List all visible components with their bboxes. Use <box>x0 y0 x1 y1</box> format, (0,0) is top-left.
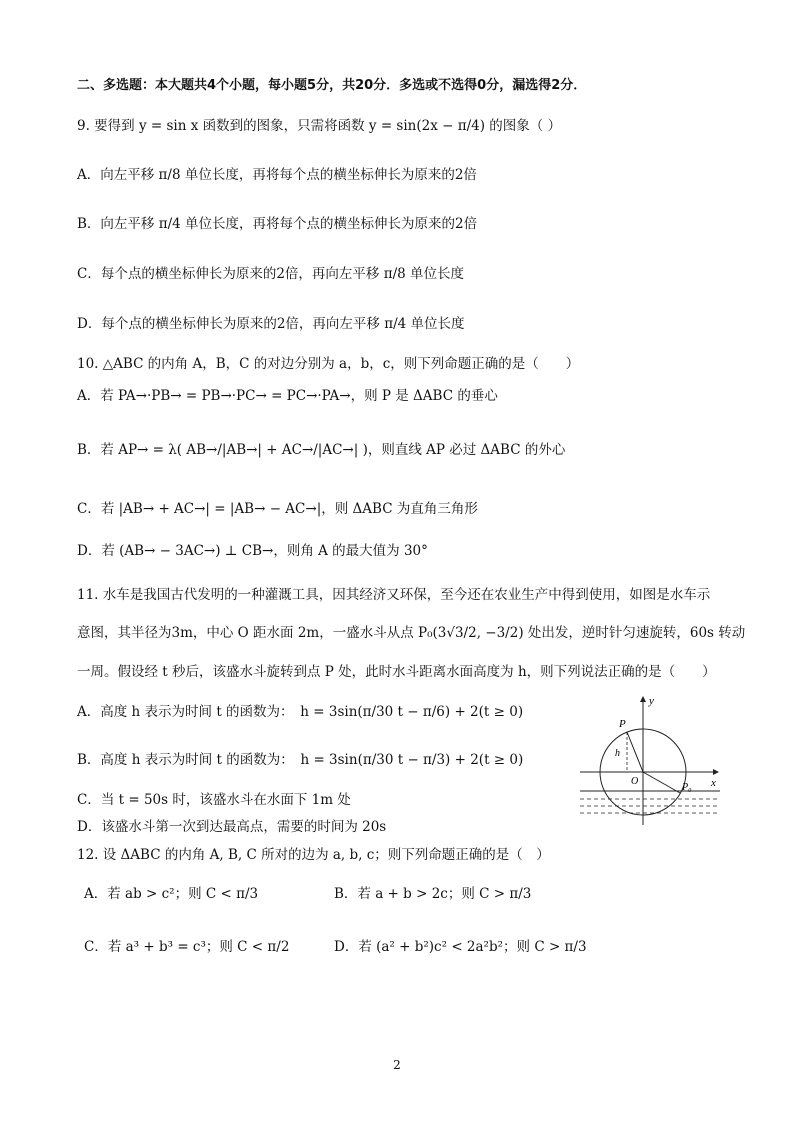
label-p: P <box>619 718 626 730</box>
q11-option-c: C．当 t = 50s 时，该盛水斗在水面下 1m 处 <box>77 792 351 808</box>
y-axis-arrow <box>640 696 646 702</box>
q11-option-a: A．高度 h 表示为时间 t 的函数为： h = 3sin(π/30 t − π/6) + 2(t ≥ 0) <box>77 704 524 720</box>
q10-option-b: B．若 AP→ = λ( AB→/|AB→| + AC→/|AC→| )，则直线 AP 必过 ΔABC 的外心 <box>77 442 566 458</box>
q11-option-b: B．高度 h 表示为时间 t 的函数为： h = 3sin(π/30 t − π/3) + 2(t ≥ 0) <box>77 752 524 768</box>
q12-option-c: C．若 a³ + b³ = c³；则 C < π/2 <box>84 939 290 955</box>
label-p0: P₀ <box>682 782 692 793</box>
section-title: 二、多选题：本大题共4个小题，每小题5分，共20分．多选或不选得0分，漏选得2分． <box>77 78 587 93</box>
q11-stem-line3: 一周。假设经 t 秒后，该盛水斗旋转到点 P 处，此时水斗距离水面高度为 h，则下列说法正确的是（ ） <box>77 664 716 680</box>
q12-option-b: B．若 a + b > 2c；则 C > π/3 <box>334 886 532 902</box>
q10-option-c: C．若 |AB→ + AC→| = |AB→ − AC→|，则 ΔABC 为直角三角形 <box>77 501 478 517</box>
label-h: h <box>615 748 620 759</box>
radius-op <box>627 732 643 772</box>
label-x: x <box>711 777 716 789</box>
radius-op0 <box>643 772 680 793</box>
q9-option-a: A．向左平移 π/8 单位长度，再将每个点的横坐标伸长为原来的2倍 <box>77 167 477 183</box>
q10-stem: 10. △ABC 的内角 A，B，C 的对边分别为 a，b，c，则下列命题正确的是（ ） <box>77 356 580 372</box>
q9-option-c: C．每个点的横坐标伸长为原来的2倍，再向左平移 π/8 单位长度 <box>77 266 465 282</box>
page-number: 2 <box>393 1058 401 1072</box>
q9-option-d: D．每个点的横坐标伸长为原来的2倍，再向左平移 π/4 单位长度 <box>77 316 465 332</box>
q10-option-d: D．若 (AB→ − 3AC→) ⊥ CB→，则角 A 的最大值为 30° <box>77 543 428 559</box>
label-o: O <box>631 776 639 787</box>
water-wheel-diagram <box>575 692 725 827</box>
q11-stem-line1: 11. 水车是我国古代发明的一种灌溉工具，因其经济又环保，至今还在农业生产中得到使用，如图是水车示 <box>77 587 711 603</box>
q10-option-a: A．若 PA→·PB→ = PB→·PC→ = PC→·PA→，则 P 是 ΔABC 的垂心 <box>77 388 498 404</box>
q12-option-d: D．若 (a² + b²)c² < 2a²b²；则 C > π/3 <box>334 939 587 955</box>
q9-option-b: B．向左平移 π/4 单位长度，再将每个点的横坐标伸长为原来的2倍 <box>77 216 478 232</box>
q9-stem: 9. 要得到 y = sin x 函数到的图象，只需将函数 y = sin(2x − π/4) 的图象（ ） <box>77 118 562 134</box>
x-axis-arrow <box>713 769 719 775</box>
q12-stem: 12. 设 ΔABC 的内角 A, B, C 所对的边为 a, b, c；则下列命题正确的是（ ） <box>77 847 550 863</box>
q12-option-a: A．若 ab > c²；则 C < π/3 <box>84 886 259 902</box>
q11-option-d: D．该盛水斗第一次到达最高点，需要的时间为 20s <box>77 819 387 835</box>
label-y: y <box>649 695 654 707</box>
q11-stem-line2: 意图，其半径为3m，中心 O 距水面 2m，一盛水斗从点 P₀(3√3/2, −3/2) 处出发，逆时针匀速旋转，60s 转动 <box>77 625 746 641</box>
